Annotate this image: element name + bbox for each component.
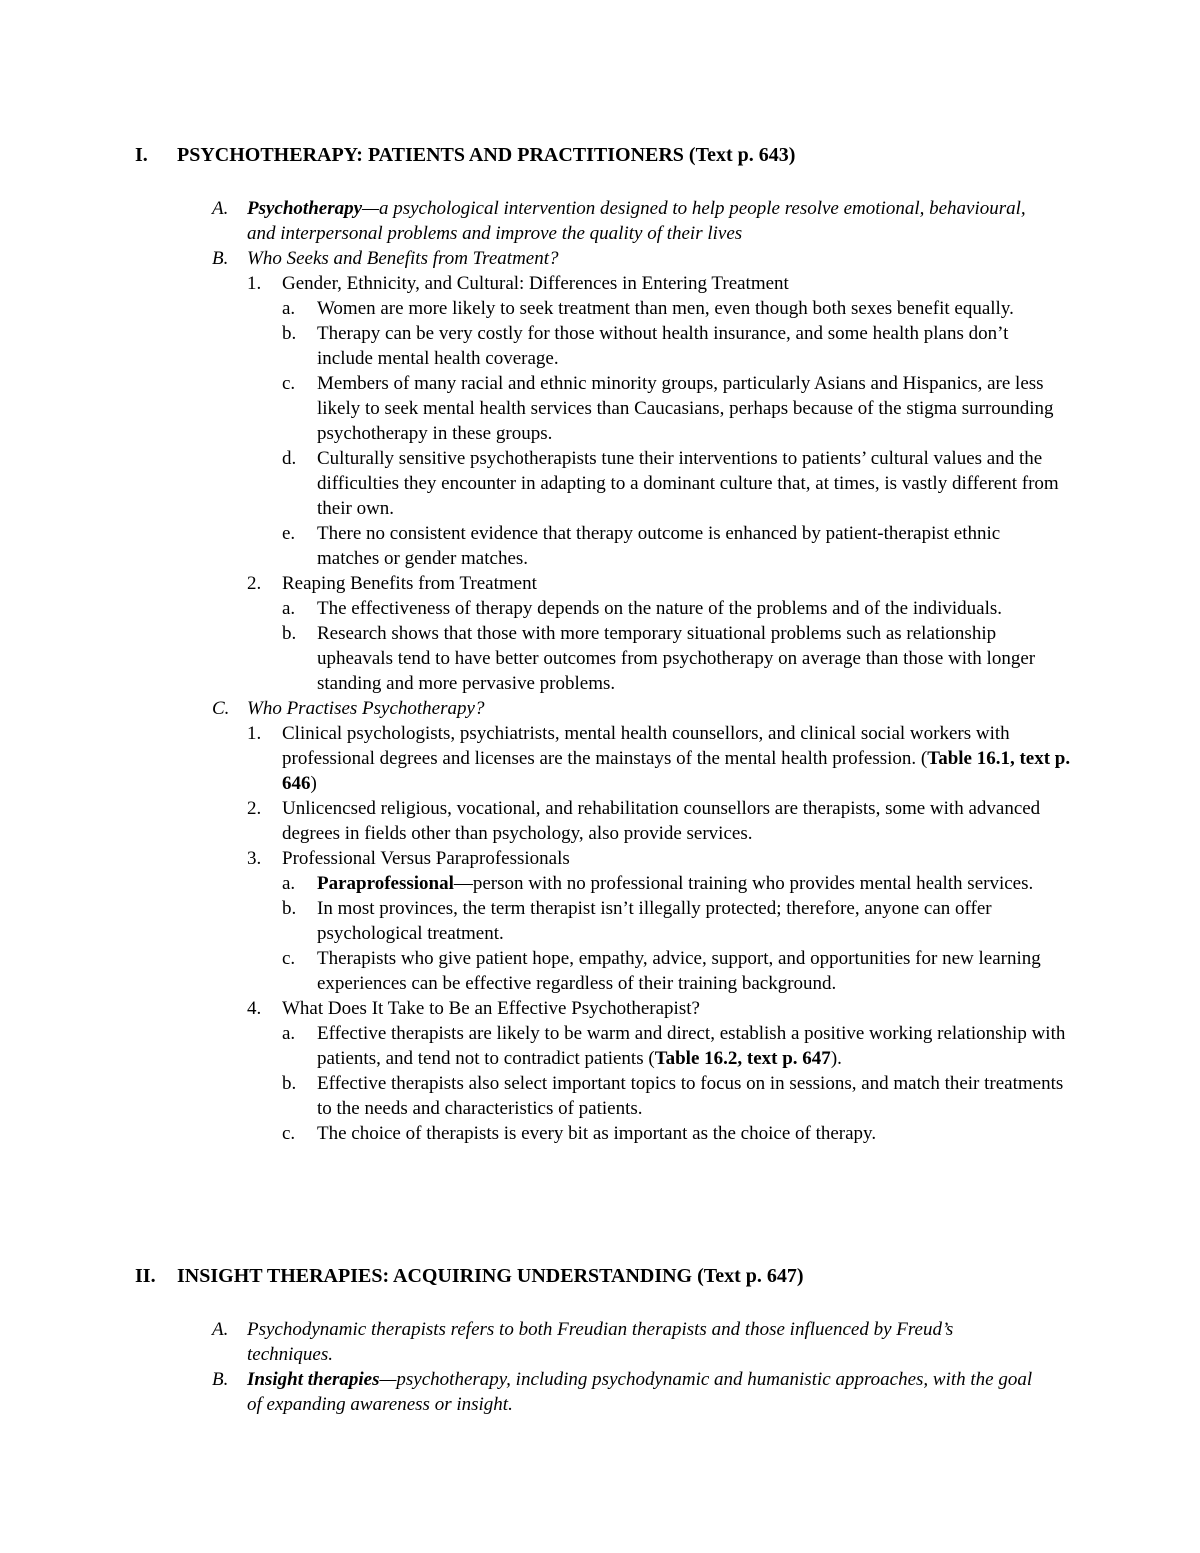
item-text bbox=[317, 871, 1067, 896]
outline-item bbox=[135, 196, 1135, 246]
item-marker: e. bbox=[282, 523, 296, 544]
outline-item bbox=[135, 946, 1135, 996]
item-text bbox=[247, 196, 1037, 246]
item-marker: C. bbox=[212, 698, 230, 719]
item-text: Women are more likely to seek treatment than men, even though both sexes benefit equally. bbox=[317, 298, 1014, 319]
item-text: Culturally sensitive psychotherapists tune their interventions to patients’ cultural values and the difficulties they encounter in adapting to a dominant culture that, at times, is vastly different from their own. bbox=[317, 448, 1059, 519]
item-text: Gender, Ethnicity, and Cultural: Differences in Entering Treatment bbox=[282, 273, 789, 294]
outline-item bbox=[135, 521, 1135, 571]
outline-item bbox=[135, 796, 1135, 846]
item-text: The effectiveness of therapy depends on the nature of the problems and of the individuals. bbox=[317, 598, 1003, 619]
item-marker: 2. bbox=[247, 573, 262, 594]
outline-item bbox=[135, 621, 1135, 696]
outline-item bbox=[135, 896, 1135, 946]
section-heading bbox=[135, 1263, 1135, 1289]
item-text: Professional Versus Paraprofessionals bbox=[282, 848, 570, 869]
item-text: Who Seeks and Benefits from Treatment? bbox=[247, 248, 559, 269]
item-text: Effective therapists also select important topics to focus on in sessions, and match their treatments to the needs and characteristics of patients. bbox=[317, 1073, 1064, 1119]
item-tail: ). bbox=[830, 1048, 842, 1069]
item-text: Members of many racial and ethnic minority groups, particularly Asians and Hispanics, are less likely to seek mental health services than Caucasians, perhaps because of the stigma surrounding psychotherapy in these groups. bbox=[317, 373, 1054, 444]
section-title: PSYCHOTHERAPY: PATIENTS AND PRACTITIONERS (Text p. 643) bbox=[177, 144, 796, 166]
outline-item bbox=[135, 1367, 1135, 1417]
item-marker: b. bbox=[282, 898, 297, 919]
definition: —psychotherapy, including psychodynamic and humanistic approaches, with the goal of expanding awareness or insight. bbox=[247, 1369, 1033, 1415]
item-text: The choice of therapists is every bit as important as the choice of therapy. bbox=[317, 1123, 877, 1144]
section-numeral: I. bbox=[135, 144, 148, 166]
outline-item bbox=[135, 596, 1135, 621]
section-title: INSIGHT THERAPIES: ACQUIRING UNDERSTANDING (Text p. 647) bbox=[177, 1265, 804, 1287]
item-marker: a. bbox=[282, 873, 296, 894]
outline-item bbox=[135, 296, 1135, 321]
outline-item bbox=[135, 996, 1135, 1021]
item-text: There no consistent evidence that therapy outcome is enhanced by patient-therapist ethnic matches or gender matches. bbox=[317, 523, 1001, 569]
text-reference: Table 16.1, text p. 646 bbox=[282, 748, 1071, 794]
item-text bbox=[317, 1021, 1067, 1071]
outline-item bbox=[135, 846, 1135, 871]
outline-item bbox=[135, 371, 1135, 446]
section-2 bbox=[135, 1263, 1135, 1417]
outline-item bbox=[135, 446, 1135, 521]
item-marker: B. bbox=[212, 1369, 229, 1390]
outline-item bbox=[135, 1071, 1135, 1121]
item-text: Unlicencsed religious, vocational, and rehabilitation counsellors are therapists, some with advanced degrees in fields other than psychology, also provide services. bbox=[282, 798, 1041, 844]
item-text: Therapy can be very costly for those without health insurance, and some health plans don’t include mental health coverage. bbox=[317, 323, 1009, 369]
item-marker: 3. bbox=[247, 848, 262, 869]
item-text bbox=[247, 1367, 1037, 1417]
item-text: Psychodynamic therapists refers to both Freudian therapists and those influenced by Freud’s techniques. bbox=[247, 1319, 954, 1365]
item-marker: B. bbox=[212, 248, 229, 269]
outline-item bbox=[135, 571, 1135, 596]
item-text bbox=[282, 721, 1072, 796]
outline-item bbox=[135, 246, 1135, 271]
item-marker: 1. bbox=[247, 723, 262, 744]
item-text: Research shows that those with more temporary situational problems such as relationship upheavals tend to have better outcomes from psychotherapy on average than those with longer standing and more pervasive problems. bbox=[317, 623, 1036, 694]
outline-item bbox=[135, 1121, 1135, 1146]
outline-item bbox=[135, 1317, 1135, 1367]
item-body: Effective therapists are likely to be warm and direct, establish a positive working relationship with patients, and tend not to contradict patients ( bbox=[317, 1023, 1066, 1069]
item-marker: c. bbox=[282, 948, 296, 969]
term: Insight therapies bbox=[247, 1369, 380, 1390]
item-marker: A. bbox=[212, 1319, 229, 1340]
item-marker: A. bbox=[212, 198, 229, 219]
item-marker: 1. bbox=[247, 273, 262, 294]
outline-item bbox=[135, 696, 1135, 721]
text-reference: Table 16.2, text p. 647 bbox=[654, 1048, 831, 1069]
item-marker: a. bbox=[282, 298, 296, 319]
item-text: Who Practises Psychotherapy? bbox=[247, 698, 485, 719]
item-body: Clinical psychologists, psychiatrists, mental health counsellors, and clinical social workers with professional degrees and licenses are the mainstays of the mental health profession. ( bbox=[282, 723, 1010, 769]
section-heading bbox=[135, 142, 1135, 168]
section-1 bbox=[135, 142, 1135, 1146]
definition: —person with no professional training who provides mental health services. bbox=[453, 873, 1034, 894]
item-marker: 2. bbox=[247, 798, 262, 819]
outline-item bbox=[135, 271, 1135, 296]
item-marker: 4. bbox=[247, 998, 262, 1019]
item-marker: a. bbox=[282, 1023, 296, 1044]
term: Psychotherapy bbox=[247, 198, 363, 219]
outline-item bbox=[135, 871, 1135, 896]
item-marker: d. bbox=[282, 448, 297, 469]
outline-item bbox=[135, 1021, 1135, 1071]
item-marker: a. bbox=[282, 598, 296, 619]
item-marker: b. bbox=[282, 1073, 297, 1094]
outline-item bbox=[135, 721, 1135, 796]
section-numeral: II. bbox=[135, 1265, 156, 1287]
item-marker: c. bbox=[282, 1123, 296, 1144]
item-marker: b. bbox=[282, 623, 297, 644]
item-text: Therapists who give patient hope, empathy, advice, support, and opportunities for new learning experiences can be effective regardless of their training background. bbox=[317, 948, 1041, 994]
item-text: What Does It Take to Be an Effective Psychotherapist? bbox=[282, 998, 700, 1019]
outline-item bbox=[135, 321, 1135, 371]
item-text: In most provinces, the term therapist isn’t illegally protected; therefore, anyone can offer psychological treatment. bbox=[317, 898, 992, 944]
item-marker: b. bbox=[282, 323, 297, 344]
item-text: Reaping Benefits from Treatment bbox=[282, 573, 537, 594]
item-tail: ) bbox=[310, 773, 317, 794]
item-marker: c. bbox=[282, 373, 296, 394]
term: Paraprofessional bbox=[317, 873, 454, 894]
definition: —a psychological intervention designed to help people resolve emotional, behavioural, and interpersonal problems and improve the quality of their lives bbox=[247, 198, 1026, 244]
